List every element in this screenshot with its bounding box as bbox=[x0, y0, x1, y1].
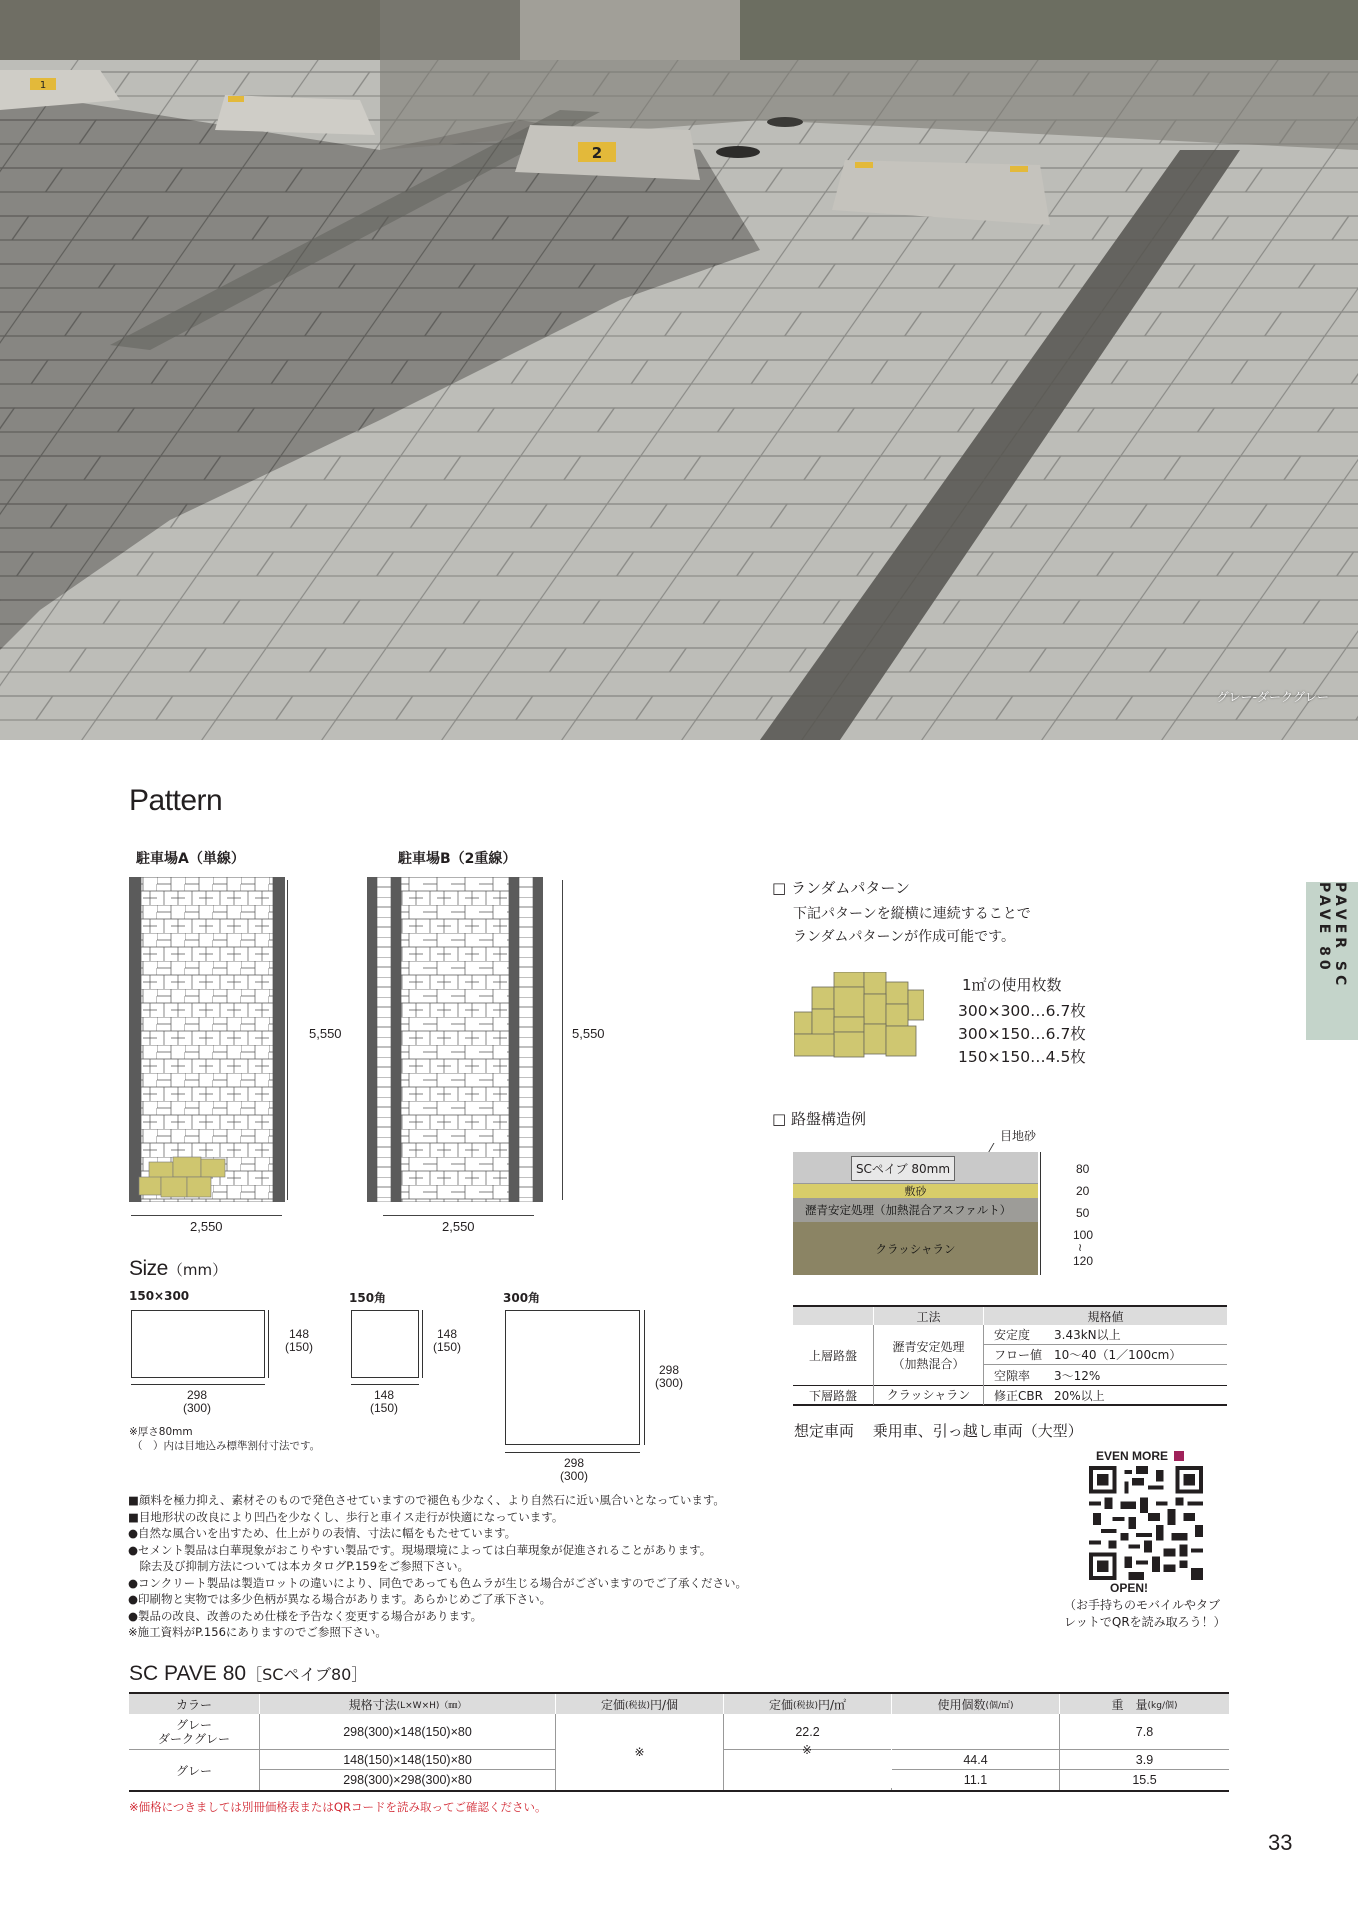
parking-b-diagram bbox=[367, 877, 543, 1202]
vehicles-value: 乗用車、引っ越し車両（大型） bbox=[872, 1422, 1083, 1440]
note-item: ●コンクリート製品は製造ロットの違いにより、同色であっても色ムラが生じる場合がございますのでご了承ください。 bbox=[128, 1575, 747, 1590]
depth-label: 100 bbox=[1073, 1228, 1094, 1242]
random-pattern-desc: 下記パターンを縦横に連続することで bbox=[793, 906, 1031, 922]
hero-photo bbox=[0, 0, 1358, 740]
note-item: ■目地形状の改良により凹凸を少なくし、歩行と車イス走行が快適になっています。 bbox=[128, 1509, 564, 1524]
parking-a-width: 2,550 bbox=[190, 1219, 223, 1234]
spec-value: 3～12% bbox=[1054, 1368, 1101, 1383]
product-weight: 3.9 bbox=[1059, 1750, 1229, 1770]
product-subtitle: ［SCペイブ80］ bbox=[246, 1665, 368, 1684]
product-size: 298(300)×148(150)×80 bbox=[259, 1714, 555, 1750]
section-title-pattern: Pattern bbox=[129, 784, 223, 817]
size-shape-150x300 bbox=[131, 1310, 265, 1378]
spec-header: 規格値 bbox=[983, 1307, 1227, 1325]
roadbed-layer-sand: 敷砂 bbox=[793, 1184, 1038, 1198]
vehicles-label: 想定車両 bbox=[794, 1422, 855, 1440]
note-item: ●製品の改良、改善のため仕様を予告なく変更する場合があります。 bbox=[128, 1608, 483, 1623]
spec-item: 空隙率 bbox=[994, 1368, 1031, 1383]
roadbed-layer-surface: SCペイブ 80mm bbox=[851, 1156, 955, 1181]
note-item: ●自然な風合いを出すため、仕上がりの表情、寸法に幅をもたせています。 bbox=[128, 1526, 517, 1540]
spec-category: 下層路盤 bbox=[808, 1388, 857, 1403]
dimension-line bbox=[131, 1384, 265, 1385]
svg-text:2: 2 bbox=[591, 144, 603, 162]
spec-method: 瀝青安定処理 bbox=[892, 1340, 965, 1354]
spec-header: 工法 bbox=[873, 1307, 983, 1325]
product-size: 148(150)×148(150)×80 bbox=[259, 1750, 555, 1770]
product-header: 重 量 (kg/個) bbox=[1059, 1694, 1229, 1714]
manhole-cover bbox=[767, 117, 803, 127]
product-header: 定価 (税抜) 円/㎡ bbox=[723, 1694, 891, 1714]
note-item: ※施工資料がP.156にありますのでご参照下さい。 bbox=[128, 1625, 387, 1639]
manhole-cover bbox=[716, 146, 760, 158]
usage-title: 1㎡の使用枚数 bbox=[962, 976, 1062, 994]
size-dim: 298 (300) bbox=[183, 1388, 212, 1415]
photo-caption: グレー-ダークグレー bbox=[1216, 690, 1329, 704]
product-count: 22.2 bbox=[723, 1714, 891, 1750]
spec-value: 20%以上 bbox=[1054, 1388, 1105, 1403]
product-header: 使用個数 (個/㎡) bbox=[891, 1694, 1059, 1714]
product-weight: 7.8 bbox=[1059, 1714, 1229, 1750]
size-name: 300角 bbox=[503, 1291, 541, 1305]
product-count: 44.4 bbox=[891, 1750, 1059, 1770]
roadbed-layer-crusher-run: クラッシャラン bbox=[793, 1222, 1038, 1275]
product-title: SC PAVE 80 bbox=[129, 1662, 247, 1685]
product-size: 298(300)×298(300)×80 bbox=[259, 1770, 555, 1790]
side-tab-label: PAVER SC PAVE 80 bbox=[1316, 882, 1348, 990]
roadbed-diagram bbox=[793, 1152, 1038, 1275]
note-item: ●印刷物と実物では多少色柄が異なる場合があります。あらかじめご了承下さい。 bbox=[128, 1592, 552, 1606]
parking-b-height: 5,550 bbox=[572, 1026, 605, 1041]
product-header: 定価 (税抜) 円/個 bbox=[555, 1694, 723, 1714]
depth-label: 80 bbox=[1076, 1162, 1090, 1176]
random-pattern-heading: □ ランダムパターン bbox=[772, 879, 911, 897]
size-dim: 148 (150) bbox=[433, 1327, 462, 1354]
size-unit: （mm） bbox=[167, 1261, 228, 1279]
random-pattern-desc: ランダムパターンが作成可能です。 bbox=[793, 929, 1016, 945]
size-dim: 148 (150) bbox=[370, 1388, 399, 1415]
product-price-piece: ※ bbox=[555, 1714, 723, 1790]
vehicles-line bbox=[794, 1420, 1083, 1441]
depth-label: 50 bbox=[1076, 1206, 1090, 1220]
spec-table bbox=[793, 1305, 1227, 1406]
spec-category: 上層路盤 bbox=[808, 1348, 857, 1363]
parking-a-height: 5,550 bbox=[309, 1026, 342, 1041]
dimension-line bbox=[351, 1384, 419, 1385]
size-dim: 148 (150) bbox=[285, 1327, 314, 1354]
qr-code[interactable] bbox=[1089, 1466, 1203, 1580]
size-note: ※厚さ80mm bbox=[129, 1426, 193, 1438]
size-note: （ ）内は目地込み標準割付寸法です。 bbox=[132, 1440, 321, 1452]
dimension-line bbox=[1040, 1152, 1041, 1275]
product-color: グレー bbox=[175, 1763, 212, 1778]
spec-item: フロー値 bbox=[994, 1348, 1043, 1362]
parking-a-title: 駐車場A（単線） bbox=[136, 851, 245, 867]
price-note: ※価格につきましては別冊価格表またはQRコードを読み取ってご確認ください。 bbox=[129, 1800, 547, 1814]
qr-desc: （お手持ちのモバイルやタブ レットでQRを読み取ろう！） bbox=[1064, 1598, 1226, 1629]
dimension-line bbox=[505, 1452, 640, 1453]
dimension-line bbox=[268, 1310, 269, 1378]
size-name: 150×300 bbox=[129, 1289, 190, 1303]
dimension-line bbox=[422, 1310, 423, 1378]
note-item: ●セメント製品は白華現象がおこりやすい製品です。現場環境によっては白華現象が促進されることがあります。 bbox=[128, 1542, 712, 1557]
spec-value: 3.43kN以上 bbox=[1054, 1328, 1121, 1342]
spec-item: 修正CBR bbox=[994, 1388, 1043, 1403]
wheel-stop bbox=[215, 95, 375, 135]
size-name: 150角 bbox=[349, 1291, 387, 1305]
product-header: カラー bbox=[175, 1697, 212, 1712]
usage-item: 300×300…6.7枚 bbox=[958, 1002, 1086, 1020]
size-dim: 298 (300) bbox=[655, 1363, 684, 1390]
section-title-size bbox=[129, 1257, 227, 1281]
svg-text:1: 1 bbox=[39, 80, 47, 91]
notes-list bbox=[128, 1492, 747, 1641]
parking-a-diagram bbox=[129, 877, 285, 1202]
spec-method: クラッシャラン bbox=[873, 1385, 983, 1405]
product-weight: 15.5 bbox=[1059, 1770, 1229, 1790]
product-count: 11.1 bbox=[891, 1770, 1059, 1790]
parking-b-width: 2,550 bbox=[442, 1219, 475, 1234]
paving-photo-illustration bbox=[0, 0, 1358, 740]
note-item: 除去及び抑制方法については本カタログP.159をご参照下さい。 bbox=[128, 1559, 470, 1573]
size-shape-150-square bbox=[351, 1310, 419, 1378]
side-tab bbox=[1292, 882, 1358, 1040]
dimension-line bbox=[131, 1215, 282, 1216]
usage-list bbox=[958, 1000, 1086, 1069]
wheel-stop-2 bbox=[515, 125, 700, 180]
even-more-label: EVEN MORE bbox=[1096, 1449, 1184, 1463]
roadbed-heading: □ 路盤構造例 bbox=[772, 1110, 866, 1128]
product-header: 規格寸法 (L×W×H)（㎜） bbox=[259, 1694, 555, 1714]
depth-label: 120 bbox=[1073, 1254, 1094, 1268]
product-color: グレー ダークグレー bbox=[129, 1714, 259, 1750]
product-table bbox=[129, 1692, 1229, 1792]
depth-label: ≀ bbox=[1078, 1242, 1083, 1254]
note-item: ■顔料を極力抑え、素材そのもので発色させていますので褪色も少なく、より自然石に近い風合いとなっています。 bbox=[128, 1493, 725, 1507]
usage-item: 300×150…6.7枚 bbox=[958, 1025, 1086, 1043]
depth-label: 20 bbox=[1076, 1184, 1090, 1198]
dimension-line bbox=[287, 880, 288, 1200]
dimension-line bbox=[644, 1310, 645, 1445]
product-title-line bbox=[129, 1662, 367, 1686]
usage-item: 150×150…4.5枚 bbox=[958, 1048, 1086, 1066]
spec-value: 10～40（1／100cm） bbox=[1054, 1348, 1182, 1362]
spec-item: 安定度 bbox=[994, 1328, 1031, 1342]
dimension-line bbox=[562, 880, 563, 1200]
page-number: 33 bbox=[1268, 1830, 1293, 1855]
qr-open-label: OPEN! bbox=[1110, 1581, 1149, 1595]
parking-b-title: 駐車場B（2重線） bbox=[398, 851, 517, 867]
dimension-line bbox=[383, 1215, 534, 1216]
size-title: Size bbox=[129, 1257, 168, 1280]
random-pattern-diagram bbox=[794, 972, 924, 1062]
spec-method: （加熱混合） bbox=[892, 1357, 965, 1371]
roadbed-layer-asphalt: 瀝青安定処理（加熱混合アスファルト） bbox=[793, 1198, 1038, 1222]
size-dim: 298 (300) bbox=[560, 1456, 589, 1483]
joint-sand-label: 目地砂 bbox=[1000, 1129, 1037, 1143]
product-price-m2: ※ bbox=[801, 1743, 813, 1757]
size-shape-300-square bbox=[505, 1310, 640, 1445]
